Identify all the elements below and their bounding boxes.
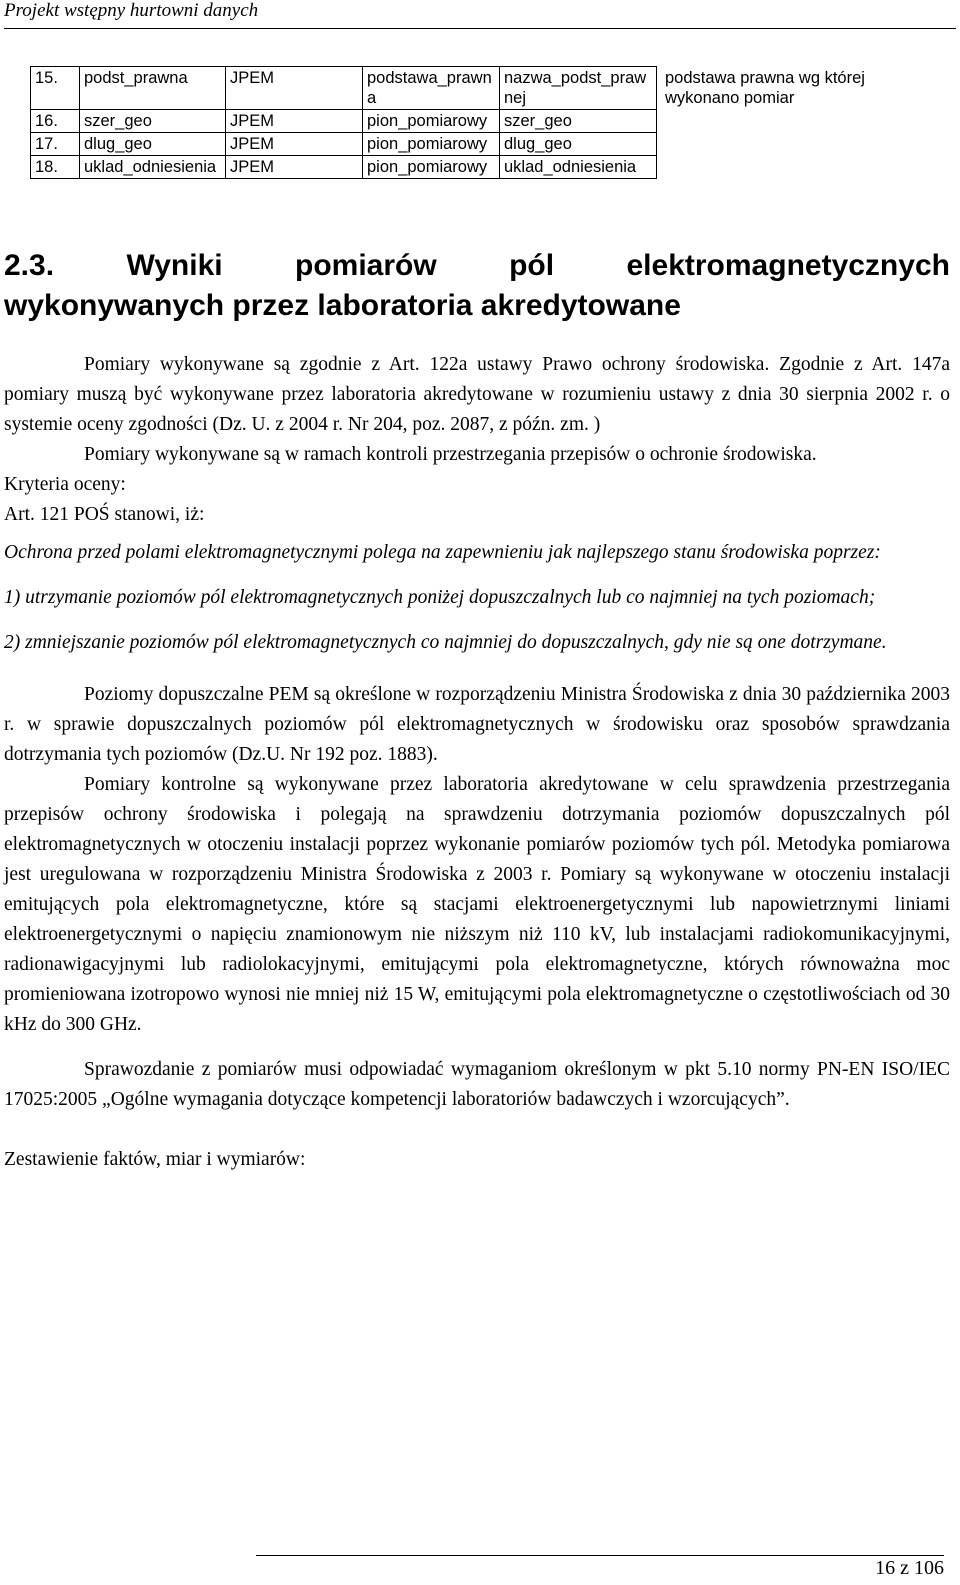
page-number: 16 z 106 [875, 1557, 944, 1579]
paragraph: Kryteria oceny: [4, 474, 126, 495]
table-cell: podst_prawna [80, 67, 226, 110]
table-cell: uklad_odniesienia [80, 156, 226, 179]
table-cell: pion_pomiarowy [363, 110, 500, 133]
fields-table [30, 66, 900, 179]
table-cell: uklad_odniesienia [500, 156, 657, 179]
table-note [657, 133, 900, 156]
table-note [657, 156, 900, 179]
quote-paragraph: 1) utrzymanie poziomów pól elektromagnetycznych poniżej dopuszczalnych lub co najmniej na tych poziomach; [4, 587, 876, 608]
paragraph: Pomiary wykonywane są zgodnie z Art. 122a ustawy Prawo ochrony środowiska. Zgodnie z Art. 147a pomiary muszą być wykonywane przez laboratoria akredytowane w rozumieniu ustawy z dnia 30 sierpnia 2002 r. o systemie oceny zgodności (Dz. U. z 2004 r. Nr 204, poz. 2087, z późn. zm. ) [4, 354, 950, 435]
table-cell: 17. [31, 133, 80, 156]
table-cell: podstawa_prawna [363, 67, 500, 110]
quote-paragraph: 2) zmniejszanie poziomów pól elektromagnetycznych co najmniej do dopuszczalnych, gdy nie są one dotrzymane. [4, 632, 887, 653]
heading-word: 2.3. [4, 249, 55, 282]
table-cell: szer_geo [80, 110, 226, 133]
table-cell: 18. [31, 156, 80, 179]
heading-word: pól [509, 249, 555, 282]
table-cell: pion_pomiarowy [363, 156, 500, 179]
heading-word: elektromagnetycznych [626, 249, 950, 282]
table-cell: pion_pomiarowy [363, 133, 500, 156]
running-header: Projekt wstępny hurtowni danych [4, 0, 259, 21]
table-cell: szer_geo [500, 110, 657, 133]
paragraph: Pomiary kontrolne są wykonywane przez laboratoria akredytowane w celu sprawdzenia przestrzegania przepisów ochrony środowiska i polegają na sprawdzeniu dotrzymania poziomów dopuszczalnych pól elektromagnetycznych w otoczeniu instalacji poprzez wykonanie pomiarów poziomów tych pól. Metodyka pomiarowa jest uregulowana w rozporządzeniu Ministra Środowiska z 2003 r. Pomiary są wykonywane w otoczeniu instalacji emitujących pola elektromagnetyczne, które są stacjami elektroenergetycznymi lub napowietrznymi liniami elektroenergetycznymi o napięciu znamionowym nie niższym niż 110 kV, lub instalacjami radiokomunikacyjnymi, radionawigacyjnymi lub radiolokacyjnymi, emitującymi pola elektromagnetyczne, których równoważna moc promieniowana izotropowo wynosi nie mniej niż 15 W, emitującymi pola elektromagnetyczne o częstotliwościach od 30 kHz do 300 GHz. [4, 774, 950, 1035]
heading-word: pomiarów [295, 249, 437, 282]
table-row [31, 156, 900, 179]
table-note: podstawa prawna wg której wykonano pomiar [665, 68, 865, 107]
table-cell: JPEM [226, 133, 363, 156]
paragraph: Zestawienie faktów, miar i wymiarów: [4, 1149, 306, 1170]
heading-word: Wyniki [126, 249, 223, 282]
table-row [31, 67, 900, 110]
table-cell: JPEM [226, 67, 363, 110]
table-cell: dlug_geo [80, 133, 226, 156]
paragraph: Poziomy dopuszczalne PEM są określone w rozporządzeniu Ministra Środowiska z dnia 30 października 2003 r. w sprawie dopuszczalnych poziomów pól elektromagnetycznych w środowisku oraz sposobów sprawdzania dotrzymania tych poziomów (Dz.U. Nr 192 poz. 1883). [4, 684, 950, 765]
table-cell: nazwa_podst_prawnej [500, 67, 657, 110]
heading-line-2: wykonywanych przez laboratoria akredytowane [4, 289, 681, 322]
body-text [4, 350, 950, 1175]
table-cell: JPEM [226, 110, 363, 133]
table-row [31, 110, 900, 133]
table-note [657, 110, 900, 133]
paragraph: Pomiary wykonywane są w ramach kontroli przestrzegania przepisów o ochronie środowiska. [84, 444, 817, 465]
footer-rule [256, 1555, 944, 1556]
paragraph: Sprawozdanie z pomiarów musi odpowiadać wymaganiom określonym w pkt 5.10 normy PN-EN ISO/IEC 17025:2005 „Ogólne wymagania dotyczące kompetencji laboratoriów badawczych i wzorcujących”. [4, 1059, 950, 1110]
table-row [31, 133, 900, 156]
paragraph: Art. 121 POŚ stanowi, iż: [4, 504, 205, 525]
section-heading [4, 246, 950, 326]
table-cell: dlug_geo [500, 133, 657, 156]
table-cell: JPEM [226, 156, 363, 179]
quote-paragraph: Ochrona przed polami elektromagnetycznymi polega na zapewnieniu jak najlepszego stanu środowiska poprzez: [4, 542, 881, 563]
header-rule [4, 28, 956, 29]
table-cell: 15. [31, 67, 80, 110]
table-cell: 16. [31, 110, 80, 133]
